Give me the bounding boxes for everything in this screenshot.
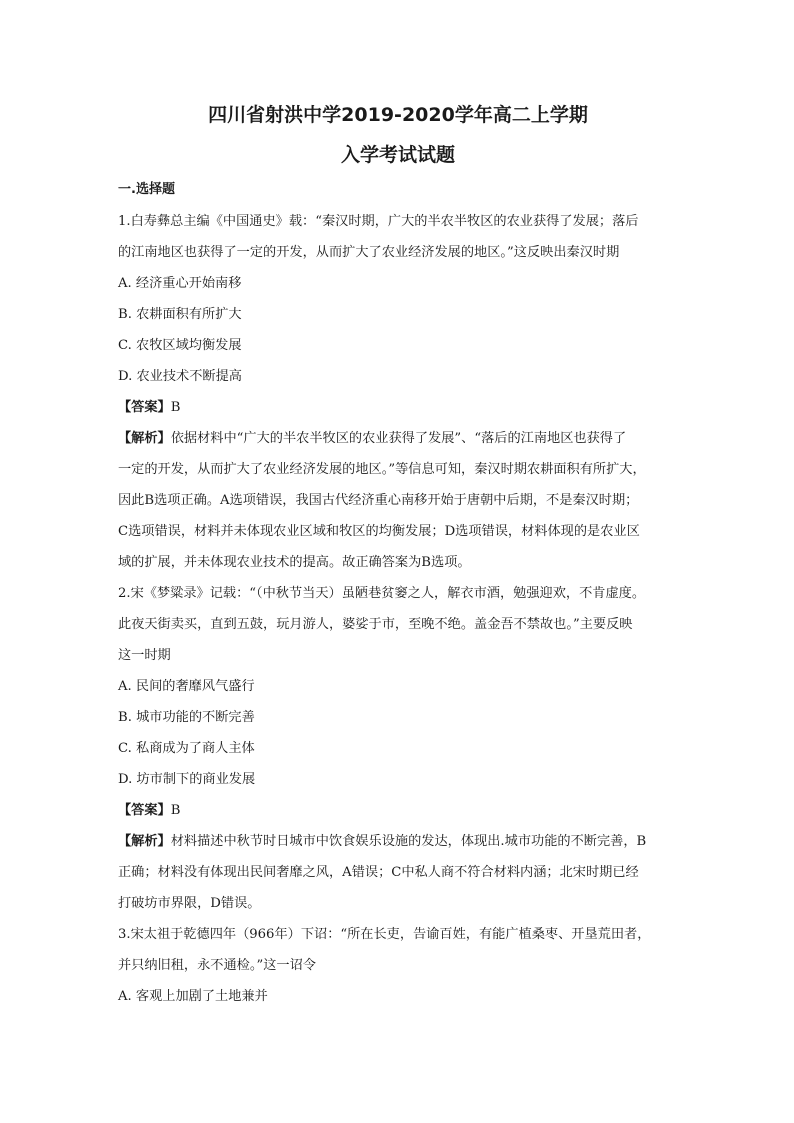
analysis [118,423,678,578]
answer-value: B [170,803,181,818]
analysis-line-1 [118,826,678,857]
analysis-text: 依据材料中“广大的半农半牧区的农业获得了发展”、“落后的江南地区也获得了 [170,431,627,446]
question-stem-line: 此夜天街卖买，直到五鼓，玩月游人，婆娑于市，至晚不绝。盖金吾不禁故也。”主要反映 [118,617,633,632]
analysis-text: 材料描述中秋节时日城市中饮食娱乐设施的发达，体现出.城市功能的不断完善，B [170,834,647,849]
question-stem-line: 1.白寿彝总主编《中国通史》载：“秦汉时期，广大的半农半牧区的农业获得了发展；落后 [118,214,639,229]
analysis-line: 域的扩展，并未体现农业技术的提高。故正确答案为B选项。 [118,555,471,570]
question-stem-line: 并只纳旧租，永不通检。”这一诏令 [118,958,316,973]
option-c: C. 农牧区域均衡发展 [118,338,242,353]
question-2 [118,578,678,919]
question-stem-line: 3.宋太祖于乾德四年（966年）下诏：“所在长吏，告谕百姓，有能广植桑枣、开垦荒田者， [118,927,651,942]
analysis-line: 一定的开发，从而扩大了农业经济发展的地区。”等信息可知，秦汉时期农耕面积有所扩大， [118,462,646,477]
question-3 [118,919,678,1012]
option-b: B. 城市功能的不断完善 [118,710,255,725]
analysis-line: C选项错误，材料并未体现农业区域和牧区的均衡发展；D选项错误，材料体现的是农业区 [118,524,640,539]
analysis [118,826,678,919]
answer-label: 【答案】 [118,400,171,415]
answer-line [118,795,678,826]
option-c: C. 私商成为了商人主体 [118,741,255,756]
option-a: A. 民间的奢靡风气盛行 [118,679,255,694]
question-stem-line: 这一时期 [118,648,171,663]
analysis-label: 【解析】 [118,431,171,446]
document-title-line2: 入学考试试题 [340,144,455,166]
analysis-line: 因此B选项正确。A选项错误，我国古代经济重心南移开始于唐朝中后期，不是秦汉时期； [118,493,639,508]
analysis-label: 【解析】 [118,834,171,849]
analysis-line-1 [118,423,678,454]
option-d: D. 坊市制下的商业发展 [118,772,256,787]
analysis-line: 打破坊市界限，D错误。 [118,896,261,911]
option-d: D. 农业技术不断提高 [118,369,242,384]
option-a: A. 经济重心开始南移 [118,276,242,291]
document-title-line1: 四川省射洪中学2019-2020学年高二上学期 [208,104,588,126]
section-heading: 一.选择题 [118,182,175,197]
answer-value: B [170,400,181,415]
question-1 [118,206,678,578]
answer-label: 【答案】 [118,803,171,818]
analysis-line: 正确；材料没有体现出民间奢靡之风，A错误；C中私人商不符合材料内涵；北宋时期已经 [118,865,639,880]
answer-line [118,392,678,423]
option-b: B. 农耕面积有所扩大 [118,307,242,322]
question-stem-line: 2.宋《梦粱录》记载：“（中秋节当天）虽陋巷贫窭之人，解衣市酒，勉强迎欢，不肯虚度。 [118,586,646,601]
question-stem-line: 的江南地区也获得了一定的开发，从而扩大了农业经济发展的地区。”这反映出秦汉时期 [118,245,620,260]
option-a: A. 客观上加剧了土地兼并 [118,989,268,1004]
